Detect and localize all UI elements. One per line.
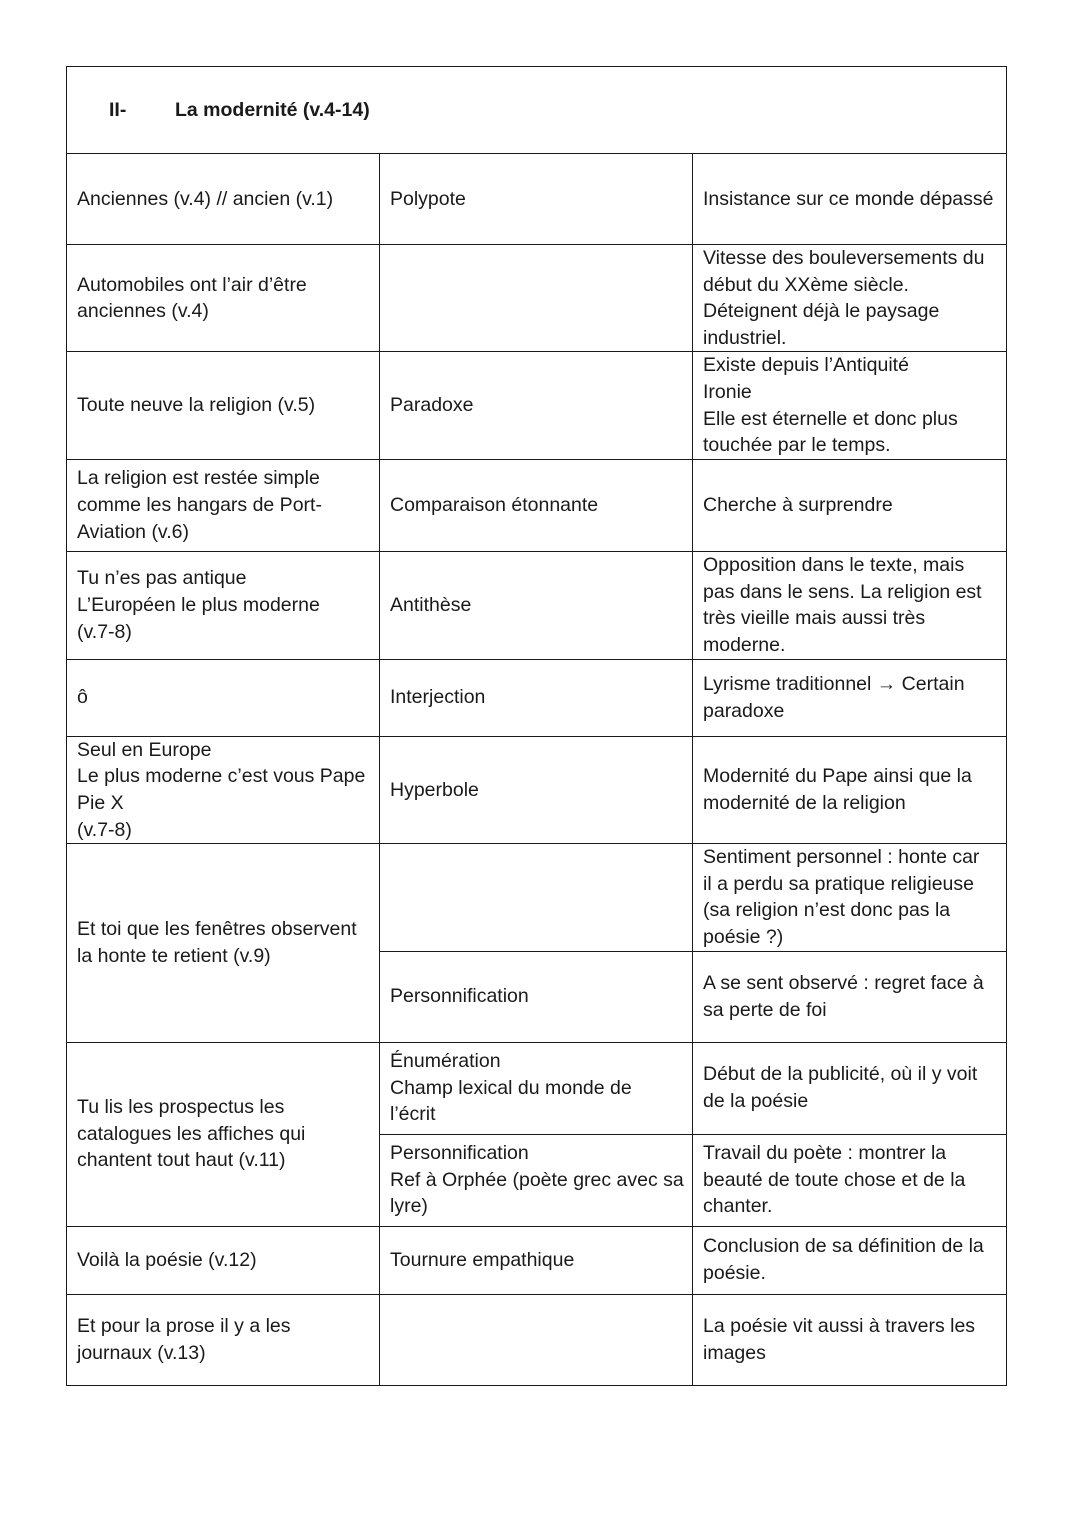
table-row [67, 551, 1007, 659]
figure-cell [380, 459, 693, 551]
effect-cell-line: La poésie vit aussi à travers les [703, 1314, 976, 1337]
section-header-row [67, 67, 1007, 154]
section-number: II- [109, 98, 127, 121]
analysis-table [66, 66, 1007, 1386]
quote-cell [67, 352, 380, 459]
effect-cell [693, 245, 1007, 352]
effect-cell-line: chanter. [703, 1195, 773, 1218]
figure-cell [380, 736, 693, 843]
figure-cell-line: Champ lexical du monde de [390, 1076, 632, 1099]
quote-cell-line: Seul en Europe [77, 738, 212, 761]
quote-cell [67, 1226, 380, 1294]
quote-cell-line: anciennes (v.4) [77, 300, 209, 323]
table-row [67, 1226, 1007, 1294]
figure-cell [380, 1042, 693, 1134]
quote-cell [67, 245, 380, 352]
figure-cell-line: l’écrit [390, 1103, 436, 1126]
effect-cell-line: industriel. [703, 326, 787, 349]
effect-cell [693, 1226, 1007, 1294]
effect-cell-line: Travail du poète : montrer la [703, 1142, 947, 1165]
effect-cell [693, 1042, 1007, 1134]
table-row [67, 1042, 1007, 1134]
quote-cell-line: Tu lis les prospectus les [77, 1096, 285, 1119]
effect-cell-line: poésie. [703, 1262, 766, 1284]
effect-cell-line: Déteignent déjà le paysage [703, 300, 940, 323]
quote-cell-line: Toute neuve la religion (v.5) [77, 394, 316, 417]
effect-cell [693, 1294, 1007, 1385]
effect-cell-line: très vieille mais aussi très [703, 607, 926, 630]
effect-cell [693, 736, 1007, 843]
figure-cell-line: Personnification [390, 985, 529, 1008]
table-row [67, 352, 1007, 459]
effect-cell-line: A se sent observé : regret face à [703, 971, 984, 994]
effect-cell-line: Opposition dans le texte, mais [703, 554, 965, 577]
effect-cell-line: paradoxe [703, 699, 785, 722]
quote-cell [67, 459, 380, 551]
table-row [67, 154, 1007, 245]
figure-cell [380, 659, 693, 736]
figure-cell [380, 352, 693, 459]
effect-cell-line: de la poésie [703, 1090, 809, 1112]
quote-cell-line: La religion est restée simple [77, 467, 320, 490]
effect-cell-line: Conclusion de sa définition de la [703, 1235, 984, 1258]
figure-cell-line: Personnification [390, 1142, 529, 1165]
quote-cell-line: comme les hangars de Port- [77, 493, 322, 516]
figure-cell [380, 1226, 693, 1294]
figure-cell-line: Tournure empathique [390, 1248, 575, 1271]
effect-cell-line: il a perdu sa pratique religieuse [703, 872, 975, 895]
quote-cell [67, 551, 380, 659]
effect-cell-line: début du XXème siècle. [703, 273, 909, 296]
effect-cell [693, 1134, 1007, 1226]
table-row [67, 1294, 1007, 1385]
quote-cell-line: ô [77, 686, 88, 709]
quote-cell-line: chantent tout haut (v.11) [77, 1149, 286, 1172]
quote-cell-line: (v.7-8) [77, 818, 132, 841]
effect-cell-line: (sa religion n’est donc pas la [703, 899, 951, 922]
table-row [67, 659, 1007, 736]
figure-cell-line: Hyperbole [390, 778, 479, 801]
figure-cell [380, 154, 693, 245]
quote-cell-line: Le plus moderne c’est vous Pape [77, 765, 366, 788]
quote-cell-line: Aviation (v.6) [77, 520, 189, 543]
effect-cell-line: Insistance sur ce monde dépassé [703, 187, 994, 210]
effect-cell-line: beauté de toute chose et de la [703, 1168, 966, 1191]
effect-cell-line: Cherche à surprendre [703, 493, 893, 516]
table-row [67, 844, 1007, 951]
effect-cell-line: moderne. [703, 633, 786, 656]
quote-cell-line: Automobiles ont l’air d’être [77, 273, 307, 296]
figure-cell [380, 844, 693, 951]
section-title-text: La modernité (v.4-14) [175, 98, 370, 121]
figure-cell-line: Interjection [390, 686, 486, 709]
figure-cell [380, 951, 693, 1042]
effect-cell-line: Début de la publicité, où il y voit [703, 1063, 978, 1086]
quote-cell [67, 659, 380, 736]
effect-cell [693, 352, 1007, 459]
quote-cell-line: catalogues les affiches qui [77, 1122, 306, 1145]
effect-cell [693, 951, 1007, 1042]
quote-cell-line: Voilà la poésie (v.12) [77, 1248, 257, 1271]
figure-cell-line: lyre) [390, 1195, 428, 1218]
effect-cell-line: modernité de la religion [703, 791, 906, 814]
effect-cell [693, 551, 1007, 659]
figure-cell-line: Antithèse [390, 593, 472, 616]
table-row [67, 736, 1007, 843]
quote-cell [67, 1042, 380, 1226]
figure-cell [380, 245, 693, 352]
effect-cell-line: Ironie [703, 380, 752, 403]
effect-cell-line: touchée par le temps. [703, 434, 891, 457]
quote-cell [67, 736, 380, 843]
effect-cell-line: Sentiment personnel : honte car [703, 846, 980, 869]
table-row [67, 245, 1007, 352]
quote-cell-line: (v.7-8) [77, 620, 132, 643]
quote-cell-line: Et pour la prose il y a les [77, 1314, 291, 1337]
table-row [67, 459, 1007, 551]
quote-cell [67, 844, 380, 1042]
effect-cell [693, 154, 1007, 245]
effect-cell-line: Elle est éternelle et donc plus [703, 407, 958, 430]
effect-cell-line: sa perte de foi [703, 998, 827, 1021]
effect-cell-line: Vitesse des bouleversements du [703, 247, 985, 269]
effect-cell-line: Modernité du Pape ainsi que la [703, 765, 972, 788]
effect-cell [693, 659, 1007, 736]
effect-cell [693, 459, 1007, 551]
quote-cell-line: L’Européen le plus moderne [77, 593, 320, 616]
figure-cell-line: Ref à Orphée (poète grec avec sa [390, 1168, 684, 1191]
figure-cell [380, 1134, 693, 1226]
quote-cell [67, 1294, 380, 1385]
quote-cell-line: journaux (v.13) [77, 1341, 206, 1364]
effect-cell [693, 844, 1007, 951]
quote-cell [67, 154, 380, 245]
quote-cell-line: Anciennes (v.4) // ancien (v.1) [77, 187, 334, 210]
effect-cell-line: poésie ?) [703, 925, 784, 948]
quote-cell-line: la honte te retient (v.9) [77, 944, 271, 967]
effect-cell-line: pas dans le sens. La religion est [703, 580, 982, 603]
quote-cell-line: Et toi que les fenêtres observent [77, 918, 357, 941]
effect-cell-line: Existe depuis l’Antiquité [703, 354, 909, 377]
figure-cell-line: Énumération [390, 1050, 501, 1073]
figure-cell-line: Paradoxe [390, 394, 474, 417]
section-title [67, 67, 1007, 154]
effect-cell-line: Lyrisme traditionnel → Certain [703, 673, 965, 696]
figure-cell [380, 1294, 693, 1385]
figure-cell [380, 551, 693, 659]
figure-cell-line: Polypote [390, 187, 466, 210]
quote-cell-line: Tu n’es pas antique [77, 567, 247, 590]
effect-cell-line: images [703, 1341, 766, 1364]
figure-cell-line: Comparaison étonnante [390, 493, 599, 516]
quote-cell-line: Pie X [77, 791, 124, 814]
